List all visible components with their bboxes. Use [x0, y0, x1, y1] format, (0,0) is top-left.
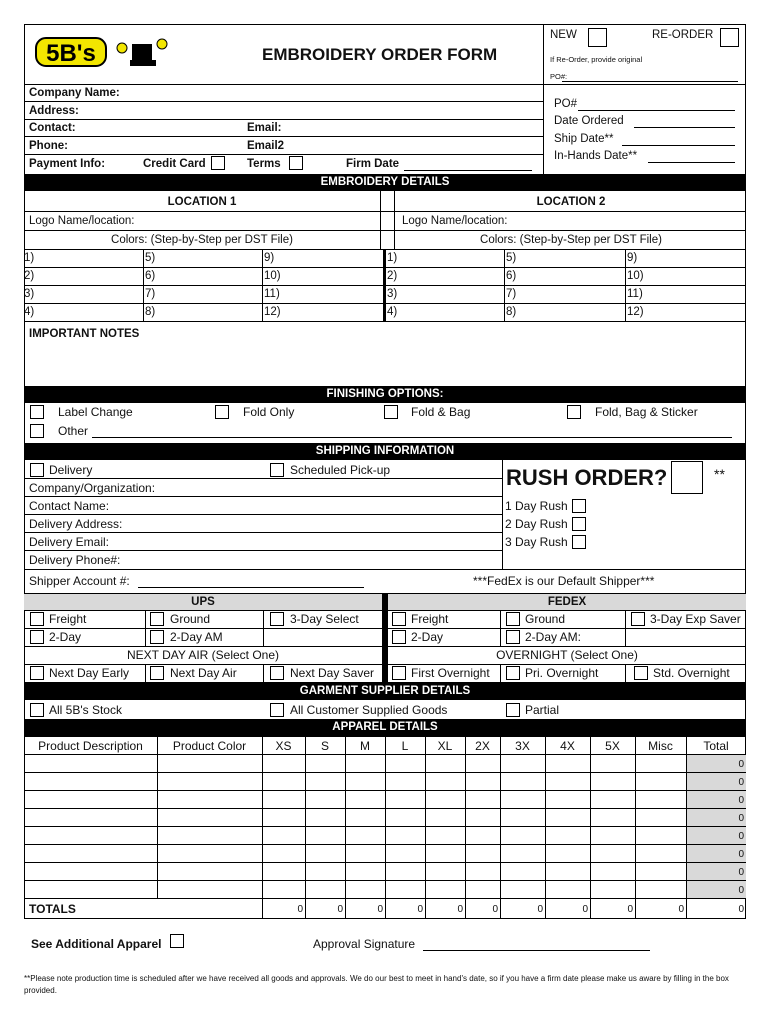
- total-xl: 0: [457, 904, 463, 915]
- approval-signature-line[interactable]: [423, 950, 650, 951]
- loc2-colors: Colors: (Step-by-Step per DST File): [480, 234, 662, 246]
- other-checkbox[interactable]: [30, 424, 44, 438]
- fedex-ground-label: Ground: [525, 612, 566, 626]
- loc2-num-11: 11): [627, 288, 643, 300]
- company-name-label: Company Name:: [29, 87, 120, 99]
- all-5bs-stock-label: All 5B's Stock: [49, 703, 122, 717]
- fedex-overnight-heading: OVERNIGHT (Select One): [496, 648, 638, 662]
- date-ordered-line[interactable]: [634, 127, 735, 128]
- totals-label: TOTALS: [29, 902, 76, 916]
- firm-date-line[interactable]: [404, 170, 532, 171]
- fedex-first-overnight-label: First Overnight: [411, 666, 490, 680]
- total-misc: 0: [678, 904, 684, 915]
- ups-2dayam-checkbox[interactable]: [150, 630, 164, 644]
- in-hands-line[interactable]: [648, 162, 735, 163]
- customer-supplied-label: All Customer Supplied Goods: [290, 703, 448, 717]
- row-total-7: 0: [738, 867, 744, 878]
- ups-3day-checkbox[interactable]: [270, 612, 284, 626]
- fedex-default-note: ***FedEx is our Default Shipper***: [473, 574, 655, 588]
- loc1-num-11: 11): [264, 288, 280, 300]
- col-3x: 3X: [515, 739, 530, 753]
- total-s: 0: [337, 904, 343, 915]
- ups-nda-saver-label: Next Day Saver: [290, 666, 375, 680]
- ship-company-label: Company/Organization:: [29, 481, 156, 495]
- rush-1day-label: 1 Day Rush: [505, 499, 568, 513]
- ups-2day-label: 2-Day: [49, 630, 82, 644]
- ship-date-label: Ship Date**: [554, 133, 614, 145]
- col-total: Total: [703, 739, 729, 753]
- rush-3day-checkbox[interactable]: [572, 535, 586, 549]
- loc1-num-9: 9): [264, 252, 275, 264]
- original-po-label: PO#:: [550, 72, 568, 81]
- delivery-label: Delivery: [49, 463, 93, 477]
- label-change-checkbox[interactable]: [30, 405, 44, 419]
- other-label: Other: [58, 424, 89, 438]
- fold-only-label: Fold Only: [243, 405, 295, 419]
- row-total-5: 0: [738, 831, 744, 842]
- apparel-details-bar: APPAREL DETAILS: [24, 719, 746, 736]
- credit-card-label: Credit Card: [143, 158, 206, 170]
- ups-2day-checkbox[interactable]: [30, 630, 44, 644]
- address-label: Address:: [29, 105, 79, 117]
- shipper-account-line[interactable]: [138, 587, 364, 588]
- col-misc: Misc: [648, 739, 673, 753]
- phone-label: Phone:: [29, 140, 68, 152]
- reorder-label: RE-ORDER: [652, 29, 714, 41]
- new-checkbox[interactable]: [588, 28, 607, 47]
- col-4x: 4X: [560, 739, 575, 753]
- rush-stars: **: [714, 466, 725, 482]
- important-notes-label: IMPORTANT NOTES: [29, 328, 140, 340]
- reorder-note: If Re-Order, provide original: [550, 55, 643, 64]
- fedex-pri-overnight-checkbox[interactable]: [506, 666, 520, 680]
- delivery-checkbox[interactable]: [30, 463, 44, 477]
- label-change-label: Label Change: [58, 405, 133, 419]
- see-additional-apparel-label: See Additional Apparel: [31, 937, 162, 951]
- loc1-num-12: 12): [264, 306, 281, 318]
- partial-label: Partial: [525, 703, 560, 717]
- loc2-logo-name: Logo Name/location:: [402, 215, 508, 227]
- fedex-freight-label: Freight: [411, 612, 449, 626]
- ship-date-line[interactable]: [622, 145, 735, 146]
- scheduled-pickup-label: Scheduled Pick-up: [290, 463, 391, 477]
- fedex-2day-label: 2-Day: [411, 630, 444, 644]
- ship-address-label: Delivery Address:: [29, 517, 123, 531]
- total-5x: 0: [627, 904, 633, 915]
- fold-only-checkbox[interactable]: [215, 405, 229, 419]
- col-product-color: Product Color: [172, 739, 247, 753]
- loc1-num-5: 5): [145, 252, 156, 264]
- ups-nda-early-label: Next Day Early: [49, 666, 130, 680]
- payment-info-label: Payment Info:: [29, 158, 106, 170]
- total-3x: 0: [537, 904, 543, 915]
- terms-checkbox[interactable]: [289, 156, 303, 170]
- date-ordered-label: Date Ordered: [554, 115, 624, 127]
- loc1-num-1: 1): [24, 252, 35, 264]
- ups-nda-saver-checkbox[interactable]: [270, 666, 284, 680]
- partial-checkbox[interactable]: [506, 703, 520, 717]
- col-xl: XL: [437, 739, 453, 753]
- fedex-2day-checkbox[interactable]: [392, 630, 406, 644]
- fedex-first-overnight-checkbox[interactable]: [392, 666, 406, 680]
- ups-heading: UPS: [191, 596, 215, 608]
- fedex-2dayam-checkbox[interactable]: [506, 630, 520, 644]
- po-line[interactable]: [578, 110, 735, 111]
- row-total-3: 0: [738, 795, 744, 806]
- row-total-2: 0: [738, 777, 744, 788]
- original-po-line[interactable]: [562, 81, 738, 82]
- in-hands-label: In-Hands Date**: [554, 150, 638, 162]
- fold-bag-checkbox[interactable]: [384, 405, 398, 419]
- embroidery-details-bar: EMBROIDERY DETAILS: [24, 174, 746, 191]
- approval-signature-label: Approval Signature: [313, 937, 416, 951]
- loc1-num-7: 7): [145, 288, 156, 300]
- logo-text: 5B's: [46, 40, 96, 67]
- loc2-num-9: 9): [627, 252, 638, 264]
- email-label: Email:: [247, 122, 282, 134]
- ups-nda-air-checkbox[interactable]: [150, 666, 164, 680]
- loc2-num-7: 7): [506, 288, 517, 300]
- loc1-num-8: 8): [145, 306, 156, 318]
- loc1-colors: Colors: (Step-by-Step per DST File): [111, 234, 293, 246]
- row-total-8: 0: [738, 885, 744, 896]
- fedex-std-overnight-label: Std. Overnight: [653, 666, 730, 680]
- fedex-2dayam-label: 2-Day AM:: [525, 630, 582, 644]
- loc1-num-3: 3): [24, 288, 35, 300]
- col-5x: 5X: [605, 739, 620, 753]
- ups-next-day-air-heading: NEXT DAY AIR (Select One): [126, 648, 280, 662]
- customer-supplied-checkbox[interactable]: [270, 703, 284, 717]
- ups-nda-early-checkbox[interactable]: [30, 666, 44, 680]
- garment-supplier-bar: GARMENT SUPPLIER DETAILS: [24, 683, 746, 700]
- loc2-num-10: 10): [627, 270, 644, 282]
- loc1-num-4: 4): [24, 306, 35, 318]
- other-line[interactable]: [92, 437, 732, 438]
- fedex-std-overnight-checkbox[interactable]: [634, 666, 648, 680]
- see-additional-apparel-checkbox[interactable]: [170, 934, 184, 948]
- po-label: PO#: [554, 98, 578, 110]
- scheduled-pickup-checkbox[interactable]: [270, 463, 284, 477]
- rush-3day-label: 3 Day Rush: [505, 535, 568, 549]
- ship-contact-label: Contact Name:: [29, 499, 110, 513]
- loc2-num-5: 5): [506, 252, 517, 264]
- total-xs: 0: [297, 904, 303, 915]
- shipping-information-bar: SHIPPING INFORMATION: [24, 443, 746, 460]
- fedex-heading: FEDEX: [547, 596, 587, 608]
- location-2-heading: LOCATION 2: [536, 196, 606, 208]
- firm-date-label: Firm Date: [346, 158, 400, 170]
- fedex-pri-overnight-label: Pri. Overnight: [525, 666, 599, 680]
- ups-2dayam-label: 2-Day AM: [170, 630, 223, 644]
- important-notes-area[interactable]: [25, 343, 745, 385]
- col-product-description: Product Description: [38, 739, 143, 753]
- loc2-num-1: 1): [387, 252, 398, 264]
- row-total-4: 0: [738, 813, 744, 824]
- rush-2day-checkbox[interactable]: [572, 517, 586, 531]
- row-total-1: 0: [738, 759, 744, 770]
- fedex-3day-checkbox[interactable]: [631, 612, 645, 626]
- ups-freight-checkbox[interactable]: [30, 612, 44, 626]
- col-m: M: [360, 739, 370, 753]
- col-s: S: [320, 739, 329, 753]
- total-2x: 0: [492, 904, 498, 915]
- new-label: NEW: [550, 29, 577, 41]
- form-title: EMBROIDERY ORDER FORM: [262, 45, 498, 64]
- email2-label: Email2: [247, 140, 285, 152]
- col-l: L: [401, 739, 409, 753]
- loc2-num-12: 12): [627, 306, 644, 318]
- logo: [34, 32, 174, 72]
- fedex-3day-label: 3-Day Exp Saver: [650, 612, 741, 626]
- ups-nda-air-label: Next Day Air: [170, 666, 237, 680]
- row-total-6: 0: [738, 849, 744, 860]
- loc1-num-10: 10): [264, 270, 281, 282]
- contact-label: Contact:: [29, 122, 76, 134]
- shipper-account-label: Shipper Account #:: [29, 574, 130, 588]
- fold-bag-sticker-checkbox[interactable]: [567, 405, 581, 419]
- ups-ground-label: Ground: [170, 612, 211, 626]
- fedex-ground-checkbox[interactable]: [506, 612, 520, 626]
- ups-ground-checkbox[interactable]: [150, 612, 164, 626]
- loc2-num-8: 8): [506, 306, 517, 318]
- total-m: 0: [377, 904, 383, 915]
- loc1-logo-name: Logo Name/location:: [29, 215, 135, 227]
- rush-2day-label: 2 Day Rush: [505, 517, 568, 531]
- production-time-note: **Please note production time is scheduled after we have received all goods and approvals. We do our best to meet in hand's date, so if you have a firm date please make us aware by filling in the box provided.: [24, 974, 729, 995]
- rush-1day-checkbox[interactable]: [572, 499, 586, 513]
- fold-bag-sticker-label: Fold, Bag & Sticker: [595, 405, 698, 419]
- rush-order-title: RUSH ORDER?: [506, 465, 668, 490]
- terms-label: Terms: [247, 158, 281, 170]
- all-5bs-stock-checkbox[interactable]: [30, 703, 44, 717]
- loc2-num-3: 3): [387, 288, 398, 300]
- rush-order-box[interactable]: [671, 461, 703, 494]
- location-1-heading: LOCATION 1: [167, 196, 237, 208]
- reorder-checkbox[interactable]: [720, 28, 739, 47]
- ups-freight-label: Freight: [49, 612, 87, 626]
- total-4x: 0: [582, 904, 588, 915]
- finishing-options-bar: FINISHING OPTIONS:: [24, 386, 746, 403]
- total-grand: 0: [738, 904, 744, 915]
- loc2-num-2: 2): [387, 270, 398, 282]
- ship-phone-label: Delivery Phone#:: [29, 553, 121, 567]
- loc1-num-6: 6): [145, 270, 156, 282]
- col-2x: 2X: [475, 739, 490, 753]
- ship-email-label: Delivery Email:: [29, 535, 110, 549]
- logo-graphic: [34, 32, 174, 72]
- col-xs: XS: [275, 739, 292, 753]
- fedex-freight-checkbox[interactable]: [392, 612, 406, 626]
- loc2-num-4: 4): [387, 306, 398, 318]
- ups-3day-label: 3-Day Select: [290, 612, 359, 626]
- loc2-num-6: 6): [506, 270, 517, 282]
- total-l: 0: [417, 904, 423, 915]
- fold-bag-label: Fold & Bag: [411, 405, 471, 419]
- loc1-num-2: 2): [24, 270, 35, 282]
- credit-card-checkbox[interactable]: [211, 156, 225, 170]
